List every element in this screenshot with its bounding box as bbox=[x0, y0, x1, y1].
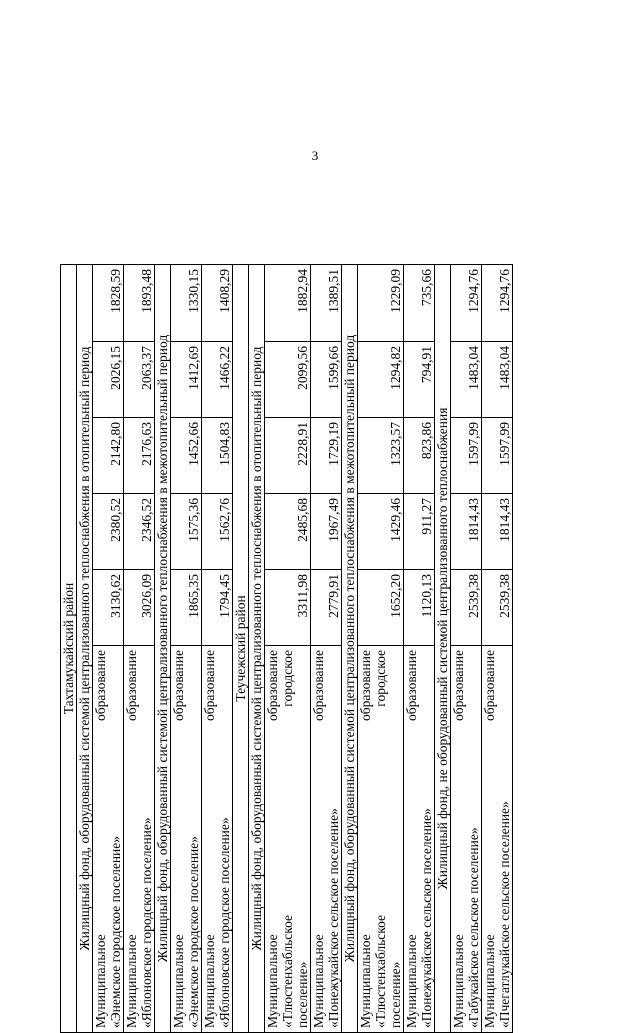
value-cell: 1323,57 bbox=[358, 418, 404, 494]
name-line-2-right: городское bbox=[373, 650, 388, 707]
municipality-name bbox=[171, 646, 202, 1033]
name-line-1-left: Муниципальное bbox=[171, 934, 186, 1028]
table-body bbox=[61, 264, 513, 1032]
name-line-2: «Яблоновское городское поселение» bbox=[139, 817, 154, 1028]
group-row bbox=[342, 264, 358, 1032]
group-header: Жилищный фонд, оборудованный системой централизованного теплоснабжения в отопительный период bbox=[249, 264, 265, 1032]
value-cell: 1882,94 bbox=[265, 264, 311, 341]
municipality-name bbox=[265, 646, 311, 1033]
name-line-1 bbox=[404, 650, 419, 1028]
name-line-3: поселение» bbox=[295, 961, 310, 1028]
name-line-1-right: образование bbox=[124, 650, 139, 721]
group-row bbox=[77, 264, 93, 1032]
table-row bbox=[202, 264, 233, 1032]
value-cell: 2779,91 bbox=[311, 570, 342, 646]
tariff-table bbox=[60, 264, 513, 1033]
group-row bbox=[155, 264, 171, 1032]
name-line-2-left: «Тлюстенхабльское bbox=[280, 914, 295, 1028]
value-cell: 1794,45 bbox=[202, 570, 233, 646]
name-line-1-right: образование bbox=[202, 650, 217, 721]
value-cell: 3311,98 bbox=[265, 570, 311, 646]
name-line-1 bbox=[124, 650, 139, 1028]
value-cell: 3130,62 bbox=[93, 570, 124, 646]
name-line-1-right: образование bbox=[171, 650, 186, 721]
district-header: Тахтамукайский район bbox=[61, 264, 77, 1032]
district-row bbox=[61, 264, 77, 1032]
name-line-1-left: Муниципальное bbox=[202, 934, 217, 1028]
municipality-name bbox=[482, 646, 513, 1033]
value-cell: 1865,35 bbox=[171, 570, 202, 646]
name-line-1-right: образование bbox=[93, 650, 108, 721]
name-line-1-right: образование bbox=[482, 650, 497, 721]
value-cell: 2346,52 bbox=[124, 494, 155, 570]
value-cell: 2539,38 bbox=[451, 570, 482, 646]
name-line-2-left: «Тлюстенхабльское bbox=[373, 914, 388, 1028]
name-line-1 bbox=[171, 650, 186, 1028]
municipality-name bbox=[124, 646, 155, 1033]
value-cell: 1294,76 bbox=[482, 264, 513, 341]
district-row bbox=[233, 264, 249, 1032]
name-line-2: «Энемское городское поселение» bbox=[108, 835, 123, 1028]
group-header: Жилищный фонд, оборудованный системой централизованного теплоснабжения в отопительный период bbox=[77, 264, 93, 1032]
municipality-name bbox=[93, 646, 124, 1033]
value-cell: 1828,59 bbox=[93, 264, 124, 341]
value-cell: 1599,66 bbox=[311, 342, 342, 418]
name-line-2-right: городское bbox=[280, 650, 295, 707]
name-line-2: «Энемское городское поселение» bbox=[186, 835, 201, 1028]
value-cell: 1452,66 bbox=[171, 418, 202, 494]
value-cell: 1294,76 bbox=[451, 264, 482, 341]
table-row bbox=[93, 264, 124, 1032]
value-cell: 1575,36 bbox=[171, 494, 202, 570]
table-row bbox=[311, 264, 342, 1032]
name-line-1-right: образование bbox=[404, 650, 419, 721]
name-line-2: «Габукайское сельское поселение» bbox=[466, 827, 481, 1028]
name-line-2: «Понежукайское сельское поселение» bbox=[326, 808, 341, 1028]
name-line-1 bbox=[482, 650, 497, 1028]
value-cell: 2099,56 bbox=[265, 342, 311, 418]
value-cell: 1429,46 bbox=[358, 494, 404, 570]
name-line-1-left: Муниципальное bbox=[265, 934, 280, 1028]
name-line-2: «Яблоновское городское поселение» bbox=[217, 817, 232, 1028]
rotated-table-wrapper bbox=[60, 265, 538, 1033]
value-cell: 794,91 bbox=[404, 342, 435, 418]
value-cell: 2142,80 bbox=[93, 418, 124, 494]
name-line-3: поселение» bbox=[388, 961, 403, 1028]
name-line-1 bbox=[265, 650, 280, 1028]
name-line-1-left: Муниципальное bbox=[451, 934, 466, 1028]
municipality-name bbox=[311, 646, 342, 1033]
name-line-1-right: образование bbox=[451, 650, 466, 721]
municipality-name bbox=[358, 646, 404, 1033]
value-cell: 2176,63 bbox=[124, 418, 155, 494]
value-cell: 1466,22 bbox=[202, 342, 233, 418]
group-header: Жилищный фонд, оборудованный системой централизованного теплоснабжения в межотопительный период bbox=[342, 264, 358, 1032]
value-cell: 2228,91 bbox=[265, 418, 311, 494]
value-cell: 2539,38 bbox=[482, 570, 513, 646]
value-cell: 3026,09 bbox=[124, 570, 155, 646]
name-line-1 bbox=[202, 650, 217, 1028]
value-cell: 1893,48 bbox=[124, 264, 155, 341]
name-line-1-right: образование bbox=[311, 650, 326, 721]
value-cell: 1814,43 bbox=[482, 494, 513, 570]
municipality-name bbox=[404, 646, 435, 1033]
page-number: 3 bbox=[311, 148, 319, 163]
district-header: Теучежский район bbox=[233, 264, 249, 1032]
value-cell: 1652,20 bbox=[358, 570, 404, 646]
group-header: Жилищный фонд, не оборудованный системой централизованного теплоснабжения bbox=[435, 264, 451, 1032]
value-cell: 1389,51 bbox=[311, 264, 342, 341]
table-row bbox=[482, 264, 513, 1032]
table-row bbox=[451, 264, 482, 1032]
table-row bbox=[358, 264, 404, 1032]
table-row bbox=[124, 264, 155, 1032]
group-row bbox=[435, 264, 451, 1032]
name-line-1 bbox=[311, 650, 326, 1028]
value-cell: 2485,68 bbox=[265, 494, 311, 570]
value-cell: 1412,69 bbox=[171, 342, 202, 418]
value-cell: 1562,76 bbox=[202, 494, 233, 570]
value-cell: 2380,52 bbox=[93, 494, 124, 570]
name-line-2: «Понежукайское сельское поселение» bbox=[419, 808, 434, 1028]
name-line-1-right: образование bbox=[358, 650, 373, 721]
value-cell: 735,66 bbox=[404, 264, 435, 341]
name-line-1-left: Муниципальное bbox=[124, 934, 139, 1028]
value-cell: 1483,04 bbox=[482, 342, 513, 418]
value-cell: 1729,19 bbox=[311, 418, 342, 494]
value-cell: 1408,29 bbox=[202, 264, 233, 341]
value-cell: 823,86 bbox=[404, 418, 435, 494]
value-cell: 1120,13 bbox=[404, 570, 435, 646]
value-cell: 1229,09 bbox=[358, 264, 404, 341]
value-cell: 2026,15 bbox=[93, 342, 124, 418]
municipality-name bbox=[451, 646, 482, 1033]
value-cell: 1814,43 bbox=[451, 494, 482, 570]
group-header: Жилищный фонд, оборудованный системой централизованного теплоснабжения в межотопительный период bbox=[155, 264, 171, 1032]
municipality-name bbox=[202, 646, 233, 1033]
value-cell: 1504,83 bbox=[202, 418, 233, 494]
value-cell: 1294,82 bbox=[358, 342, 404, 418]
value-cell: 911,27 bbox=[404, 494, 435, 570]
name-line-2: «Пчегатлукайское сельское поселение» bbox=[497, 801, 512, 1028]
table-row bbox=[171, 264, 202, 1032]
name-line-1-left: Муниципальное bbox=[482, 934, 497, 1028]
value-cell: 1967,49 bbox=[311, 494, 342, 570]
name-line-1-left: Муниципальное bbox=[311, 934, 326, 1028]
value-cell: 2063,37 bbox=[124, 342, 155, 418]
name-line-2 bbox=[280, 650, 295, 1028]
table-row bbox=[404, 264, 435, 1032]
table-row bbox=[265, 264, 311, 1032]
name-line-1 bbox=[93, 650, 108, 1028]
value-cell: 1597,99 bbox=[482, 418, 513, 494]
value-cell: 1483,04 bbox=[451, 342, 482, 418]
name-line-1-left: Муниципальное bbox=[93, 934, 108, 1028]
group-row bbox=[249, 264, 265, 1032]
name-line-1-right: образование bbox=[265, 650, 280, 721]
name-line-1 bbox=[451, 650, 466, 1028]
value-cell: 1597,99 bbox=[451, 418, 482, 494]
value-cell: 1330,15 bbox=[171, 264, 202, 341]
name-line-1-left: Муниципальное bbox=[358, 934, 373, 1028]
name-line-2 bbox=[373, 650, 388, 1028]
name-line-1 bbox=[358, 650, 373, 1028]
name-line-1-left: Муниципальное bbox=[404, 934, 419, 1028]
